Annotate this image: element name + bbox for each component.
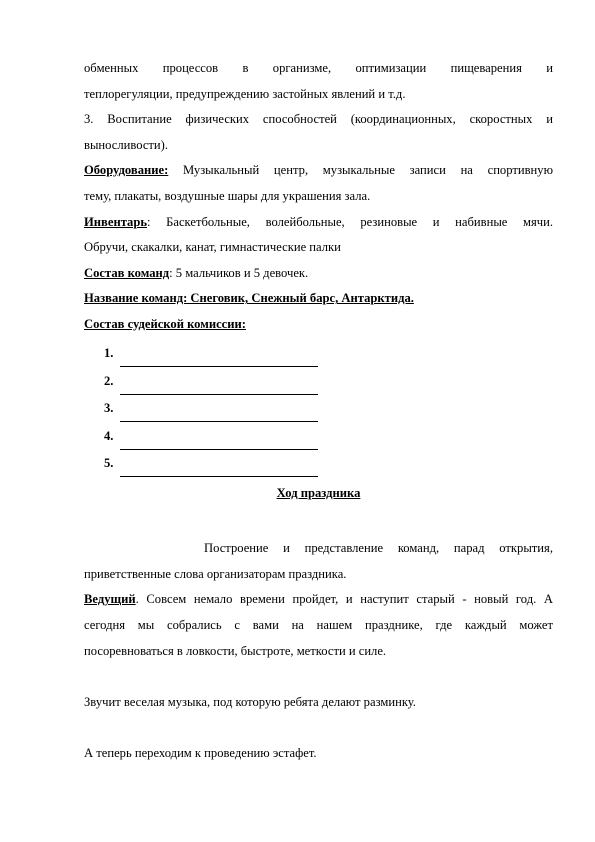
- host-label: Ведущий: [84, 592, 136, 607]
- paragraph-text: посоревноваться в ловкости, быстроте, меткости и силе.: [84, 643, 387, 658]
- paragraph-text: обменных процессов в организме, оптимизации пищеварения и: [84, 61, 553, 75]
- blank-line: [120, 460, 318, 477]
- inventory-text: : Баскетбольные, волейбольные, резиновые и набивные мячи.: [147, 214, 553, 229]
- spacer: [84, 507, 553, 533]
- jury-label: Состав судейской комиссии:: [84, 316, 246, 331]
- list-item: [104, 340, 553, 368]
- equipment-text: Музыкальный центр, музыкальные записи на спортивную: [168, 163, 553, 178]
- list-item: [104, 367, 553, 395]
- host-text: . Совсем немало времени пройдет, и наступит старый - новый год. А: [135, 592, 553, 607]
- paragraph-text: приветственные слова организаторам праздника.: [84, 566, 347, 581]
- equipment-paragraph: [84, 158, 553, 184]
- list-number: 2.: [104, 373, 114, 388]
- teams-paragraph: [84, 261, 553, 287]
- blank-line: [120, 405, 318, 422]
- jury-list: [84, 340, 553, 478]
- spacer: [84, 715, 553, 741]
- list-number: 1.: [104, 346, 114, 361]
- list-number: 4.: [104, 428, 114, 443]
- blank-line: [120, 433, 318, 450]
- paragraph-text: 3. Воспитание физических способностей (координационных, скоростных и: [84, 112, 553, 127]
- paragraph-text: Построение и представление команд, парад открытия,: [204, 541, 553, 556]
- host-paragraph: [84, 587, 553, 613]
- blank-line: [120, 378, 318, 395]
- paragraph-text: выносливости).: [84, 137, 169, 152]
- list-number: 5.: [104, 456, 114, 471]
- blank-line: [120, 350, 318, 367]
- list-number: 3.: [104, 401, 114, 416]
- inventory-paragraph: [84, 210, 553, 236]
- team-names: Название команд: Снеговик, Снежный барс, Антарктида.: [84, 291, 414, 306]
- paragraph-text: А теперь переходим к проведению эстафет.: [84, 745, 317, 760]
- document-body: [84, 56, 553, 767]
- inventory-text-continued: Обручи, скакалки, канат, гимнастические палки: [84, 240, 341, 255]
- paragraph-text: Звучит веселая музыка, под которую ребята делают разминку.: [84, 694, 416, 709]
- inventory-label: Инвентарь: [84, 214, 147, 229]
- equipment-label: Оборудование:: [84, 163, 169, 178]
- list-item: [104, 422, 553, 450]
- list-item: [104, 450, 553, 478]
- list-item: [104, 395, 553, 423]
- section-title: Ход праздника: [276, 486, 361, 501]
- spacer: [84, 664, 553, 690]
- teams-label: Состав команд: [84, 265, 170, 280]
- equipment-text-continued: тему, плакаты, воздушные шары для украшения зала.: [84, 188, 371, 203]
- paragraph-text: сегодня мы собрались с вами на нашем празднике, где каждый может: [84, 618, 553, 632]
- teams-text: : 5 мальчиков и 5 девочек.: [169, 265, 309, 280]
- paragraph-text: теплорегуляции, предупреждению застойных явлений и т.д.: [84, 86, 406, 101]
